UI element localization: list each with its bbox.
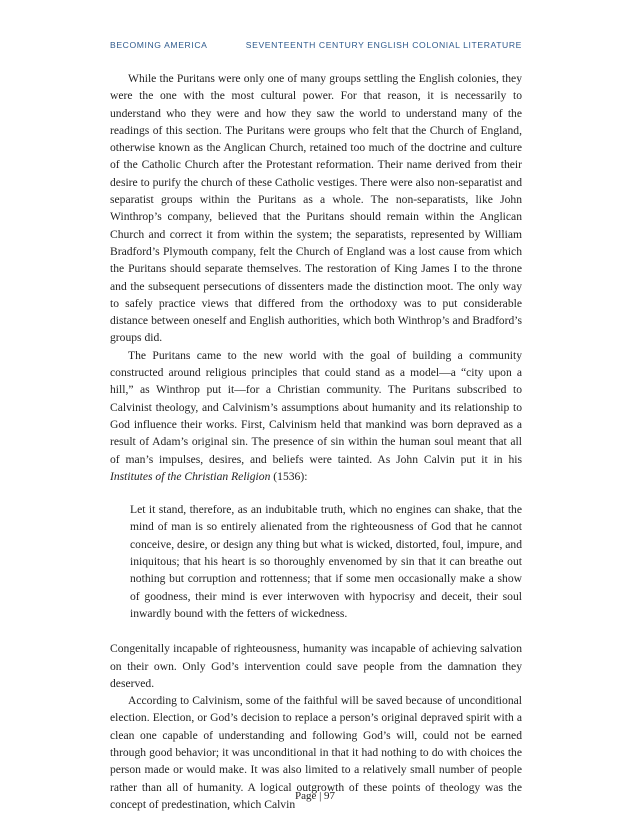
block-quote-calvin: Let it stand, therefore, as an indubitable truth, which no engines can shake, that the mind of man is so entirely alienated from the righteousness of God that he cannot conceive, desire, or design any thing but what is wicked, distorted, foul, impure, and iniquitous; that his heart is so thoroughly envenomed by sin that it can breathe out nothing but corruption and rottenness; that if some men occasionally make a show of goodness, their mind is ever interwoven with hypocrisy and deceit, their soul inwardly bound with the fetters of wickedness.	[130, 503, 522, 620]
page-body	[110, 70, 522, 813]
header-chapter-title: SEVENTEENTH CENTURY ENGLISH COLONIAL LITERATURE	[245, 40, 522, 50]
paragraph-calvinism-text: The Puritans came to the new world with the goal of building a community constructed around religious principles that could stand as a model—a “city upon a hill,” as Winthrop put it—for a Christian community. The Puritans subscribed to Calvinist theology, and Calvinism’s assumptions about humanity and its relationship to God influence their works. First, Calvinism held that mankind was born depraved as a result of Adam’s original sin. The presence of sin within the human soul meant that all of man’s impulses, desires, and beliefs were tainted. As John Calvin put it in his	[110, 348, 522, 466]
header-book-title: BECOMING AMERICA	[110, 40, 208, 50]
paragraph-congenital: Congenitally incapable of righteousness, humanity was incapable of achieving salvation on their own. Only God’s intervention could save people from the damnation they deserved.	[110, 642, 522, 690]
paragraph-election: According to Calvinism, some of the faithful will be saved because of unconditional election. Election, or God’s decision to replace a person’s original depraved spirit with a clean one capable of understanding and following God’s will, could not be earned through good behavior; it was unconditional in that it had nothing to do with choices the person made or would make. It was also limited to a relatively small number of people rather than all of humanity. A logical outgrowth of these points of theology was the concept of predestination, which Calvin	[110, 694, 522, 811]
paragraph-calvinism-year: (1536):	[270, 469, 308, 483]
book-title-institutes: Institutes of the Christian Religion	[110, 469, 271, 483]
paragraph-calvinism	[110, 347, 522, 485]
page-number-footer: Page | 97	[294, 790, 336, 802]
paragraph-puritans-intro: While the Puritans were only one of many groups settling the English colonies, they were the one with the most cultural power. For that reason, it is necessarily to understand who they were and how they saw the world to understand many of the readings of this section. The Puritans were groups who felt that the Church of England, otherwise known as the Anglican Church, retained too much of the doctrine and culture of the Catholic Church after the Protestant reformation. Their name derived from their desire to purify the church of these Catholic vestiges. There were also non-separatist and separatist groups within the Puritans as a whole. The non-separatists, like John Winthrop’s company, believed that the Puritans should remain within the Anglican Church and correct it from within the system; the separatists, represented by William Bradford’s Plymouth company, felt the Church of England was a lost cause from which the Puritans should separate themselves. The restoration of King James I to the throne and the subsequent persecutions of dissenters made the distinction moot. The only way to safely practice views that differed from the orthodoxy was to put considerable distance between oneself and English authorities, which both Winthrop’s and Bradford’s groups did.	[110, 72, 522, 345]
running-header	[110, 40, 522, 50]
